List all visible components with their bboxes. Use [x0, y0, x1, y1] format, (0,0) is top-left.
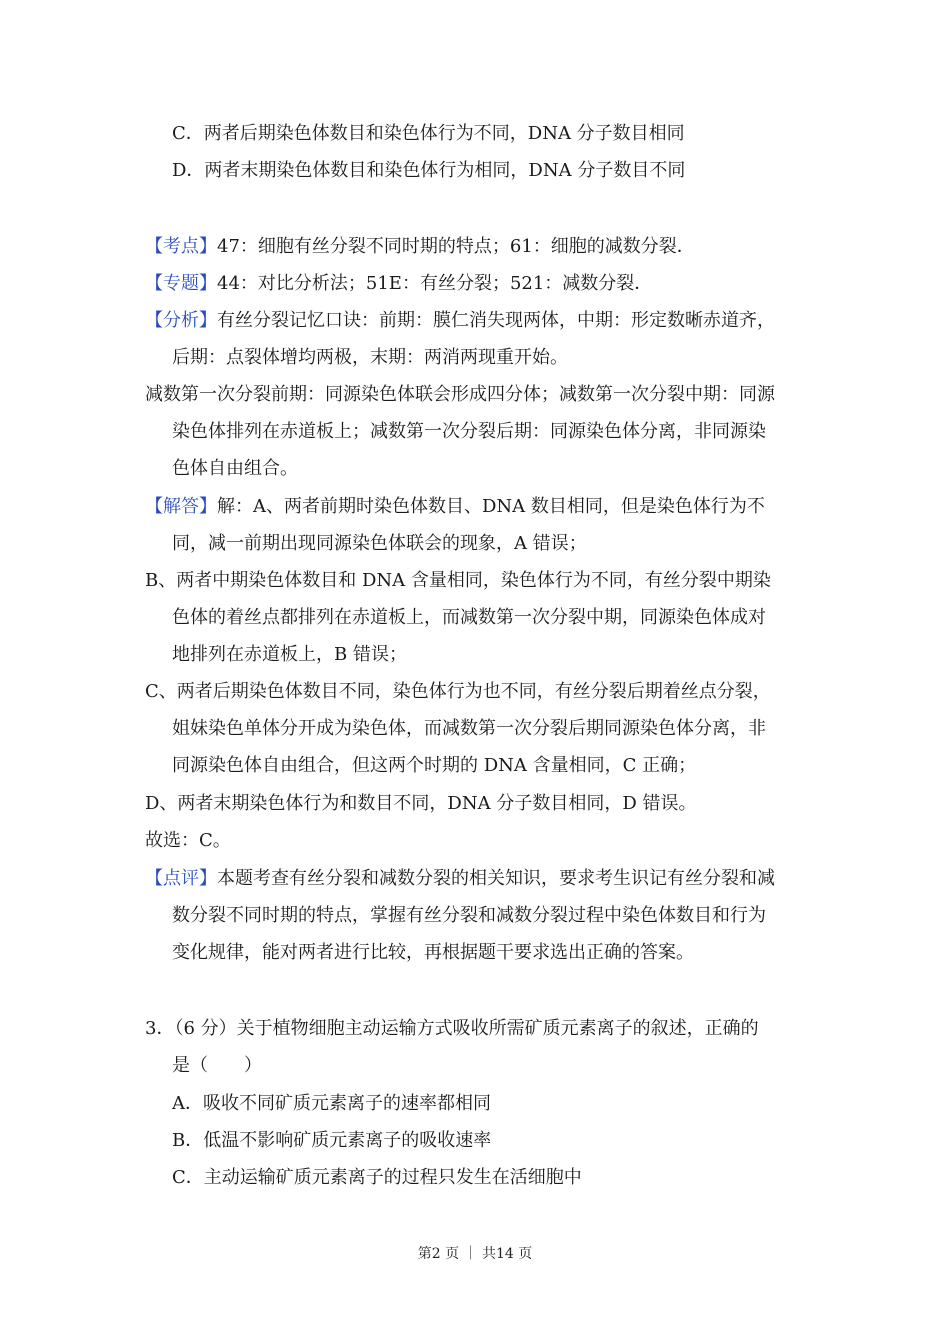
dianping-text-2: 数分裂不同时期的特点，掌握有丝分裂和减数分裂过程中染色体数目和行为: [172, 905, 766, 926]
kaodian-text: 47：细胞有丝分裂不同时期的特点；61：细胞的减数分裂．: [217, 236, 695, 257]
question-3-stem: 3．（6 分）关于植物细胞主动运输方式吸收所需矿质元素离子的叙述，正确的: [145, 1018, 759, 1039]
dianping-line: [145, 867, 775, 891]
dianping-tag: 【点评】: [145, 868, 217, 889]
dianping-text-3: 变化规律，能对两者进行比较，再根据题干要求选出正确的答案。: [172, 942, 694, 963]
jieda-text-9: D、两者末期染色体行为和数目不同，DNA 分子数目相同，D 错误。: [145, 793, 697, 814]
jieda-text-3: B、两者中期染色体数目和 DNA 含量相同，染色体行为不同，有丝分裂中期染: [145, 570, 771, 591]
jieda-text-10: 故选：C。: [145, 830, 231, 851]
jieda-text-8: 同源染色体自由组合，但这两个时期的 DNA 含量相同，C 正确；: [172, 755, 697, 776]
jieda-text-2: 同，减一前期出现同源染色体联会的现象，A 错误；: [172, 533, 587, 554]
q3-option-a: A．吸收不同矿质元素离子的速率都相同: [172, 1093, 491, 1114]
jieda-text-1: 解：A、两者前期时染色体数目、DNA 数目相同，但是染色体行为不: [217, 496, 765, 517]
q3-option-c: C．主动运输矿质元素离子的过程只发生在活细胞中: [172, 1167, 582, 1188]
fenxi-text-2: 后期：点裂体增均两极，末期：两消两现重开始。: [172, 347, 568, 368]
zhuanti-text: 44：对比分析法；51E：有丝分裂；521：减数分裂．: [217, 273, 653, 294]
dianping-text-1: 本题考查有丝分裂和减数分裂的相关知识，要求考生识记有丝分裂和减: [217, 868, 775, 889]
zhuanti-tag: 【专题】: [145, 273, 217, 294]
prev-option-c: C．两者后期染色体数目和染色体行为不同，DNA 分子数目相同: [172, 123, 685, 144]
fenxi-text-1: 有丝分裂记忆口诀：前期：膜仁消失现两体，中期：形定数晰赤道齐，: [217, 310, 775, 331]
zhuanti-line: [145, 272, 652, 296]
kaodian-line: [145, 235, 695, 259]
jieda-text-7: 姐妹染色单体分开成为染色体，而减数第一次分裂后期同源染色体分离，非: [172, 718, 766, 739]
fenxi-text-3: 减数第一次分裂前期：同源染色体联会形成四分体；减数第一次分裂中期：同源: [145, 384, 775, 405]
fenxi-text-4: 染色体排列在赤道板上；减数第一次分裂后期：同源染色体分离，非同源染: [172, 421, 766, 442]
fenxi-text-5: 色体自由组合。: [172, 458, 298, 479]
jieda-line: [145, 495, 765, 519]
q3-option-b: B．低温不影响矿质元素离子的吸收速率: [172, 1130, 492, 1151]
jieda-text-5: 地排列在赤道板上，B 错误；: [172, 644, 407, 665]
kaodian-tag: 【考点】: [145, 236, 217, 257]
page-footer: 第2 页 ｜ 共14 页: [417, 1246, 533, 1262]
prev-option-d: D．两者末期染色体数目和染色体行为相同，DNA 分子数目不同: [172, 160, 686, 181]
fenxi-tag: 【分析】: [145, 310, 217, 331]
jieda-text-6: C、两者后期染色体数目不同，染色体行为也不同，有丝分裂后期着丝点分裂，: [145, 681, 771, 702]
question-3-stem-cont: 是（ ）: [172, 1055, 262, 1076]
jieda-tag: 【解答】: [145, 496, 217, 517]
fenxi-line: [145, 309, 775, 333]
jieda-text-4: 色体的着丝点都排列在赤道板上，而减数第一次分裂中期，同源染色体成对: [172, 607, 766, 628]
